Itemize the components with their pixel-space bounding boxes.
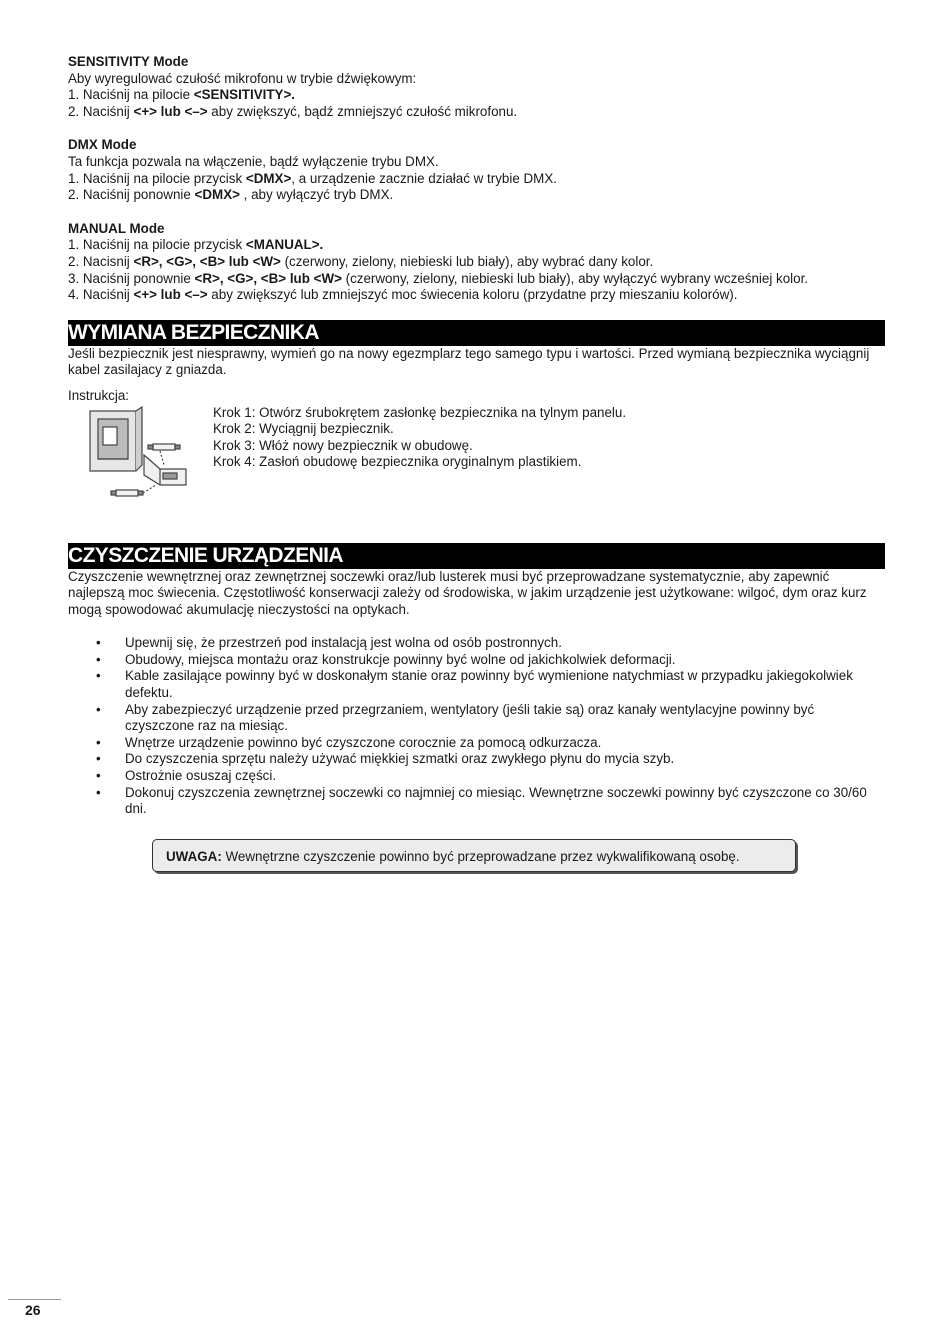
step-text: 2. Nacisnij <box>68 253 134 269</box>
manual-step-1 <box>68 237 885 254</box>
cleaning-paragraph: Czyszczenie wewnętrznej oraz zewnętrznej soczewki oraz/lub lusterek musi być przeprowadzane systematycznie, aby zapewnić najlepszą moc świecenia. Częstotliwość konserwacji zależy od środowiska, w jakim urządzenie jest użytkowane: wilgoć, dym oraz kurz mogą spowodować akumulację nieczystości na optykach. <box>68 568 867 617</box>
fuse-holder-illustration <box>68 405 203 501</box>
fuse-paragraph: Jeśli bezpiecznik jest niesprawny, wymień go na nowy egezmplarz tego samego typu i wartości. Przed wymianą bezpiecznika wyciągnij kabel zasilajacy z gniazda. <box>68 345 870 378</box>
step-text: (czerwony, zielony, niebieski lub biały), aby wyłączyć wybrany wcześniej kolor. <box>341 270 809 286</box>
list-item: • Aby zabezpieczyć urządzenie przed przegrzaniem, wentylatory (jeśli takie są) oraz kanały wentylacyjne powinny być czyszczone raz na miesiąc. <box>68 702 885 735</box>
dmx-intro: Ta funkcja pozwala na włączenie, bądź wyłączenie trybu DMX. <box>68 153 439 169</box>
fuse-section-heading: WYMIANA BEZPIECZNIKA <box>68 320 885 346</box>
step-text: aby zwiększyć, bądź zmniejszyć czułość mikrofonu. <box>207 103 518 119</box>
list-item: • Ostrożnie osuszaj części. <box>68 768 885 785</box>
fuse-step: Krok 1: Otwórz śrubokrętem zasłonkę bezpiecznika na tylnym panelu. <box>213 404 627 420</box>
sensitivity-intro: Aby wyregulować czułość mikrofonu w trybie dźwiękowym: <box>68 70 417 86</box>
manual-page-content <box>68 54 885 818</box>
manual-mode-title: MANUAL Mode <box>68 220 165 236</box>
step-text: (czerwony, zielony, niebieski lub biały), aby wybrać dany kolor. <box>280 253 654 269</box>
key-label: <SENSITIVITY>. <box>193 87 296 103</box>
fuse-step: Krok 4: Zasłoń obudowę bezpiecznika oryginalnym plastikiem. <box>213 454 582 470</box>
fuse-instructions <box>68 405 885 505</box>
page-number: 26 <box>25 1302 41 1318</box>
dmx-mode-title: DMX Mode <box>68 137 137 153</box>
footer-divider <box>8 1299 61 1300</box>
sensitivity-mode-title: SENSITIVITY Mode <box>68 54 189 69</box>
key-label: <R>, <G>, <B> lub <W> <box>194 270 342 286</box>
manual-step-2 <box>68 254 885 271</box>
key-label: <+> lub <–> <box>133 287 208 303</box>
fuse-steps-list <box>213 405 626 471</box>
dmx-step-2 <box>68 187 885 204</box>
fuse-step: Krok 3: Włóż nowy bezpiecznik w obudowę. <box>213 437 473 453</box>
warning-note-box <box>152 839 796 872</box>
list-item: • Obudowy, miejsca montażu oraz konstrukcje powinny być wolne od jakichkolwiek deformacji. <box>68 652 885 669</box>
key-label: <+> lub <–> <box>133 103 208 119</box>
step-text: 1. Naciśnij na pilocie przycisk <box>68 170 246 186</box>
list-item: • Dokonuj czyszczenia zewnętrznej soczewki co najmniej co miesiąc. Wewnętrzne soczewki powinny być czyszczone co 30/60 dni. <box>68 785 885 818</box>
dmx-step-1 <box>68 171 885 188</box>
sensitivity-step-1 <box>68 87 885 104</box>
step-text: 1. Naciśnij na pilocie <box>68 87 194 103</box>
note-text: Wewnętrzne czyszczenie powinno być przeprowadzane przez wykwalifikowaną osobę. <box>221 849 740 864</box>
fuse-step: Krok 2: Wyciągnij bezpiecznik. <box>213 421 394 437</box>
step-text: aby zwiększyć lub zmniejszyć moc świecenia koloru (przydatne przy mieszaniu kolorów). <box>207 287 738 303</box>
instructions-label: Instrukcja: <box>68 387 130 403</box>
step-text: 4. Naciśnij <box>68 287 134 303</box>
note-label: UWAGA: <box>166 849 222 864</box>
list-item: • Kable zasilające powinny być w doskonałym stanie oraz powinny być wymienione natychmiast w przypadku jakiegokolwiek defektu. <box>68 668 885 701</box>
step-text: 2. Naciśnij <box>68 103 134 119</box>
step-text: , a urządzenie zacznie działać w trybie DMX. <box>291 170 557 186</box>
step-text: 3. Naciśnij ponownie <box>68 270 195 286</box>
key-label: <R>, <G>, <B> lub <W> <box>133 253 281 269</box>
list-item: • Do czyszczenia sprzętu należy używać miękkiej szmatki oraz zwykłego płynu do mycia szyb. <box>68 751 885 768</box>
sensitivity-step-2 <box>68 104 885 121</box>
cleaning-section-heading: CZYSZCZENIE URZĄDZENIA <box>68 543 885 569</box>
step-text: 2. Naciśnij ponownie <box>68 187 195 203</box>
list-item: • Upewnij się, że przestrzeń pod instalacją jest wolna od osób postronnych. <box>68 635 885 652</box>
manual-step-3 <box>68 271 885 288</box>
manual-step-4 <box>68 287 885 304</box>
key-label: <DMX> <box>194 187 240 203</box>
list-item: • Wnętrze urządzenie powinno być czyszczone corocznie za pomocą odkurzacza. <box>68 735 885 752</box>
step-text: 1. Naciśnij na pilocie przycisk <box>68 237 246 253</box>
key-label: <DMX> <box>245 170 292 186</box>
key-label: <MANUAL>. <box>245 237 324 253</box>
step-text: , aby wyłączyć tryb DMX. <box>239 187 394 203</box>
cleaning-bullet-list <box>68 635 885 818</box>
